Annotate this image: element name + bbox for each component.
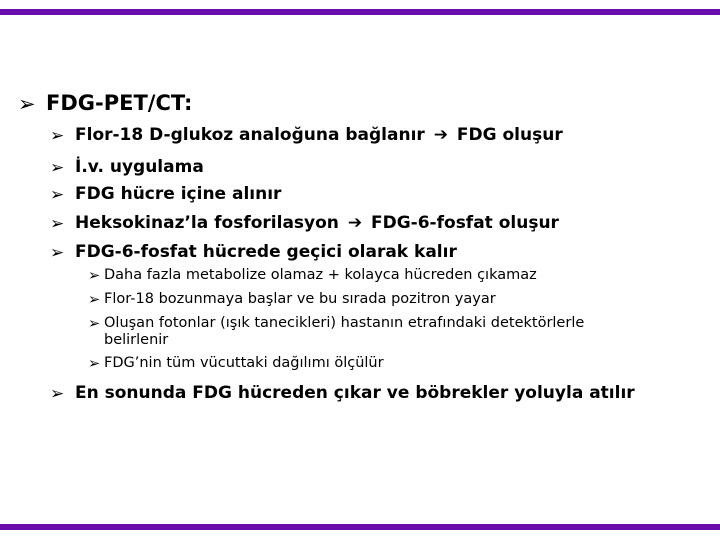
bullet-text-after-arrow: FDG-6-fosfat oluşur: [371, 213, 559, 233]
arrowhead-bullet-icon: ➢: [50, 158, 65, 178]
arrowhead-bullet-icon: ➢: [50, 126, 65, 146]
bullet-text: Heksokinaz’la fosforilasyon: [75, 213, 339, 233]
slide-title: FDG-PET/CT:: [46, 91, 193, 115]
arrowhead-bullet-icon: ➢: [88, 316, 101, 332]
bullet-item: FDG hücre içine alınır: [75, 184, 282, 204]
bullet-item: [75, 213, 559, 233]
sub-bullet-item: Daha fazla metabolize olamaz + kolayca hücreden çıkamaz: [104, 267, 537, 283]
bullet-item: [75, 125, 563, 145]
right-arrow-icon: ➔: [433, 125, 448, 145]
bottom-accent-bar: [0, 524, 720, 530]
arrowhead-bullet-icon: ➢: [50, 185, 65, 205]
bullet-text-after-arrow: FDG oluşur: [456, 125, 563, 145]
arrowhead-bullet-icon: ➢: [88, 292, 101, 308]
sub-bullet-item: FDG’nin tüm vücuttaki dağılımı ölçülür: [104, 355, 384, 371]
bullet-item: İ.v. uygulama: [75, 157, 204, 177]
arrowhead-bullet-icon: ➢: [50, 214, 65, 234]
right-arrow-icon: ➔: [347, 213, 363, 233]
sub-bullet-continuation: belirlenir: [104, 332, 169, 348]
arrowhead-bullet-icon: ➢: [18, 92, 36, 116]
bullet-text: Flor-18 D-glukoz analoğuna bağlanır: [75, 125, 425, 145]
bullet-item: FDG-6-fosfat hücrede geçici olarak kalır: [75, 242, 457, 262]
arrowhead-bullet-icon: ➢: [50, 384, 65, 404]
bullet-item-final: En sonunda FDG hücreden çıkar ve böbrekler yoluyla atılır: [75, 383, 635, 403]
top-accent-bar: [0, 9, 720, 15]
sub-bullet-item: Flor-18 bozunmaya başlar ve bu sırada pozitron yayar: [104, 291, 496, 307]
arrowhead-bullet-icon: ➢: [88, 356, 101, 372]
sub-bullet-item: Oluşan fotonlar (ışık tanecikleri) hastanın etrafındaki detektörlerle: [104, 315, 585, 331]
arrowhead-bullet-icon: ➢: [88, 268, 101, 284]
arrowhead-bullet-icon: ➢: [50, 243, 65, 263]
